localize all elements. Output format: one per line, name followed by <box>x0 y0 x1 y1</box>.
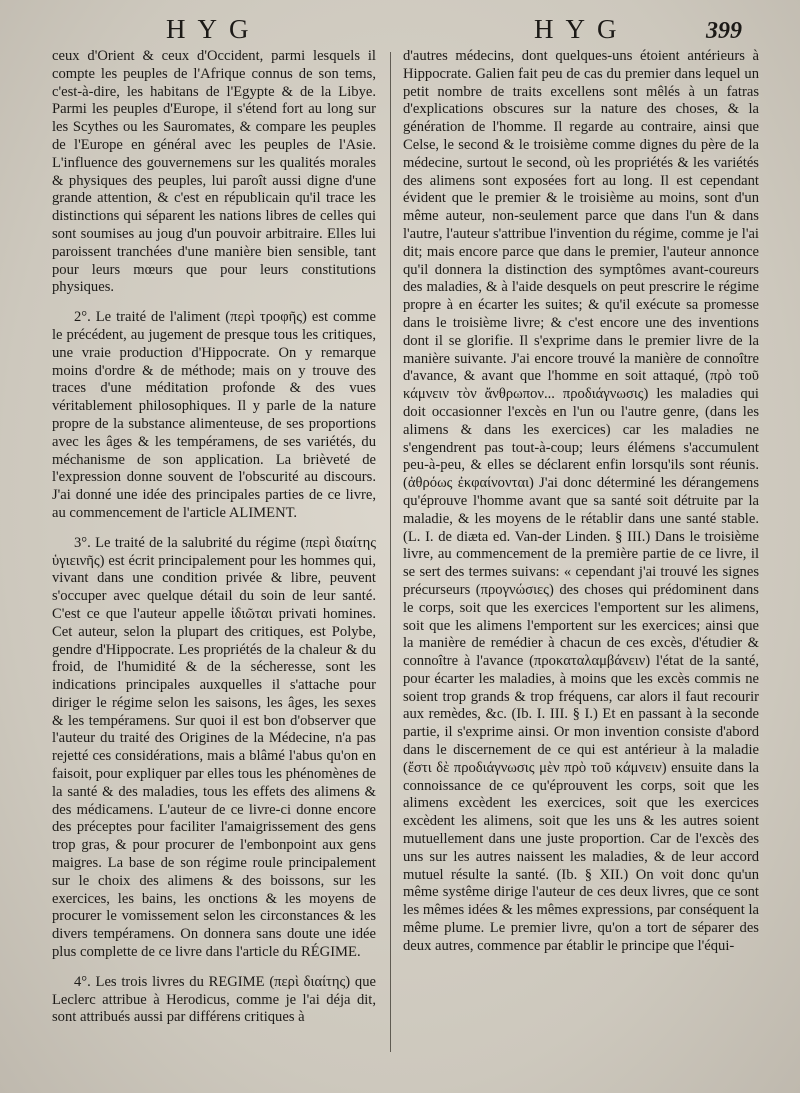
right-column <box>403 48 759 968</box>
left-paragraph: ceux d'Orient & ceux d'Occident, parmi lesquels il compte les peuples de l'Afrique connus de son tems, c'est-à-dire, les habitans de l'Egypte & de la Libye. Parmi les peuples d'Europe, il s'étend fort au long sur les Scythes ou les Sauromates, & compare les peuples de l'Europe en général avec les peuples de l'Asie. L'influence des gouvernemens sur les qualités morales & physiques des peuples, lui paroît aussi digne d'une grande attention, & c'est en républicain qu'il trace les distinctions qui séparent les nations libres de celles qui sont soumises au joug d'un pouvoir arbitraire. Elles lui paroissent tranchées d'une manière bien sensible, tant pour leurs mœurs que pour leurs constitutions physiques. <box>52 48 376 296</box>
left-paragraph: 4°. Les trois livres du REGIME (περὶ διαίτης) que Leclerc attribue à Herodicus, comme je l'ai déja dit, sont attribués aussi par différens critiques à <box>52 973 376 1026</box>
left-column <box>52 48 376 1039</box>
left-paragraph: 3°. Le traité de la salubrité du régime (περὶ διαίτης ὑγιεινῆς) est écrit principalement pour les hommes qui, vivant dans une condition privée & libre, peuvent s'occuper avec quelque détail du soin de leur santé. C'est ce que l'auteur appelle ἰδιῶται privati homines. Cet auteur, selon la plupart des critiques, est Polybe, gendre d'Hippocrate. Les propriétés de la chaleur & du froid, de l'humidité & de la sécheresse, sont les indications principales auxquelles il s'attache pour diriger le régime selon les saisons, les âges, les sexes & les tempéramens. Sur quoi il est bon d'observer que l'auteur du traité des Origines de la Médecine, n'a pas rejetté ces considérations, mais a blâmé l'abus qu'on en faisoit, pour expliquer par elles tous les phénomènes de la santé & des maladies, tous les effets des alimens & des médicamens. L'auteur de ce livre-ci donne encore des préceptes pour faciliter l'amaigrissement des gens trop gras, & pour procurer de l'embonpoint aux gens maigres. La base de son régime roule principalement sur le choix des alimens & des boissons, sur les exercices, les bains, les onctions & les moyens de procurer le vomissement selon les circonstances & les divers tempéramens. On donnera sans doute une idée plus complette de ce livre dans l'article du RÉGIME. <box>52 534 376 961</box>
right-paragraph: d'autres médecins, dont quelques-uns étoient antérieurs à Hippocrate. Galien fait peu de cas du premier dans lequel un petit nombre de traits excellens sont mêlés à un fatras d'explications obscures sur la nature des choses, & la génération de l'homme. Il regarde au contraire, ainsi que Celse, le second & le troisième comme dignes du père de la médecine, surtout le second, où les propriétés & les variétés des alimens sont exposées fort au long. Il est cependant évident que le premier & le troisième au moins, sont d'un même auteur, non-seulement parce que dans l'un & dans l'autre, l'auteur s'attribue l'invention du régime, comme je l'ai dit; mais encore parce que dans le premier, l'auteur annonce qu'il donnera la distinction des symptômes avant-coureurs des maladies, & à l'aide desquels on peut prescrire le régime propre à en écarter les suites; & qu'il exécute sa promesse dans le troisième livre; & c'est encore une des inventions dont il se glorifie. Il s'exprime dans le premier livre de la manière suivante. J'ai encore trouvé la manière de connoître d'avance, & avant que l'homme en soit attaqué, (πρὸ τοῦ κάμνειν τὸν ἄνθρωπον... προδιάγνωσις) les maladies qui doit occasionner l'excès en l'un ou l'autre genre, (dans les alimens & dans les exercices) car les maladies ne s'engendrent pas tout-à-coup; leurs élémens s'accumulent peu-à-peu, & elles se déclarent enfin lorsqu'ils sont réunis. (ἀθρόως ἐκφαίνονται) J'ai donc déterminé les dérangemens qu'éprouve l'homme avant que sa santé soit détruite par la maladie, & les moyens de le rétablir dans une santé stable. (L. I. de diæta ed. Van-der Linden. § III.) Dans le troisième livre, au commencement de la première partie de ce livre, il se sert des termes suivans: « cependant j'ai trouvé les signes précurseurs (προγνώσιες) des choses qui prédominent dans le corps, soit que les exercices l'emportent sur les alimens, soit que les alimens l'emportent sur les exercices; ainsi que la manière de remédier à chacun de ces excès, d'étudier & connoître à l'avance (προκαταλαμβάνειν) l'état de la santé, pour écarter les maladies, à moins que les excès commis ne soient trop grands & trop fréquens, car alors il faut recourir aux remèdes, &c. (Ib. I. III. § I.) Et en passant à la seconde partie, il s'exprime ainsi. Or mon invention consiste d'abord dans le discernement de ce qui est antérieur à la maladie (ἔστι δὲ προδιάγνωσις μὲν πρὸ τοῦ κάμνειν) ensuite dans la connoissance de ce qu'éprouvent les corps, soit que les alimens excèdent les exercices, soit que les exercices excèdent les alimens, soit que les uns & les autres soient mutuellement dans une juste proportion. Car de l'excès des uns sur les autres naissent les maladies, & de leur accord mutuel résulte la santé. (Ib. § XII.) On voit donc qu'un même systême dirige l'auteur de ces deux livres, que ce sont les mêmes idées & les mêmes expressions, par conséquent la même plume. Le premier livre, qu'on a tort de séparer des deux autres, commence par établir le principe que l'équi- <box>403 48 759 954</box>
running-head <box>0 12 800 48</box>
running-head-right: HYG <box>534 14 629 44</box>
left-paragraph: 2°. Le traité de l'aliment (περὶ τροφῆς) est comme le précédent, au jugement de presque tous les critiques, une vraie production d'Hippocrate. On y remarque moins d'ordre & de méthode; mais on y trouve des traces d'une méditation profonde & des vues véritablement philosophiques. Il y parle de la nature propre de la substance alimenteuse, de ses proportions avec les âges & les tempéramens, de ses variétés, du méchanisme de son application. La brièveté de l'expression donne souvent de l'obscurité au discours. J'ai donné une idée des principales parties de ce livre, au commencement de l'article ALIMENT. <box>52 309 376 521</box>
running-head-left: HYG <box>166 14 261 44</box>
page-number: 399 <box>706 18 742 44</box>
column-divider <box>390 52 391 1052</box>
